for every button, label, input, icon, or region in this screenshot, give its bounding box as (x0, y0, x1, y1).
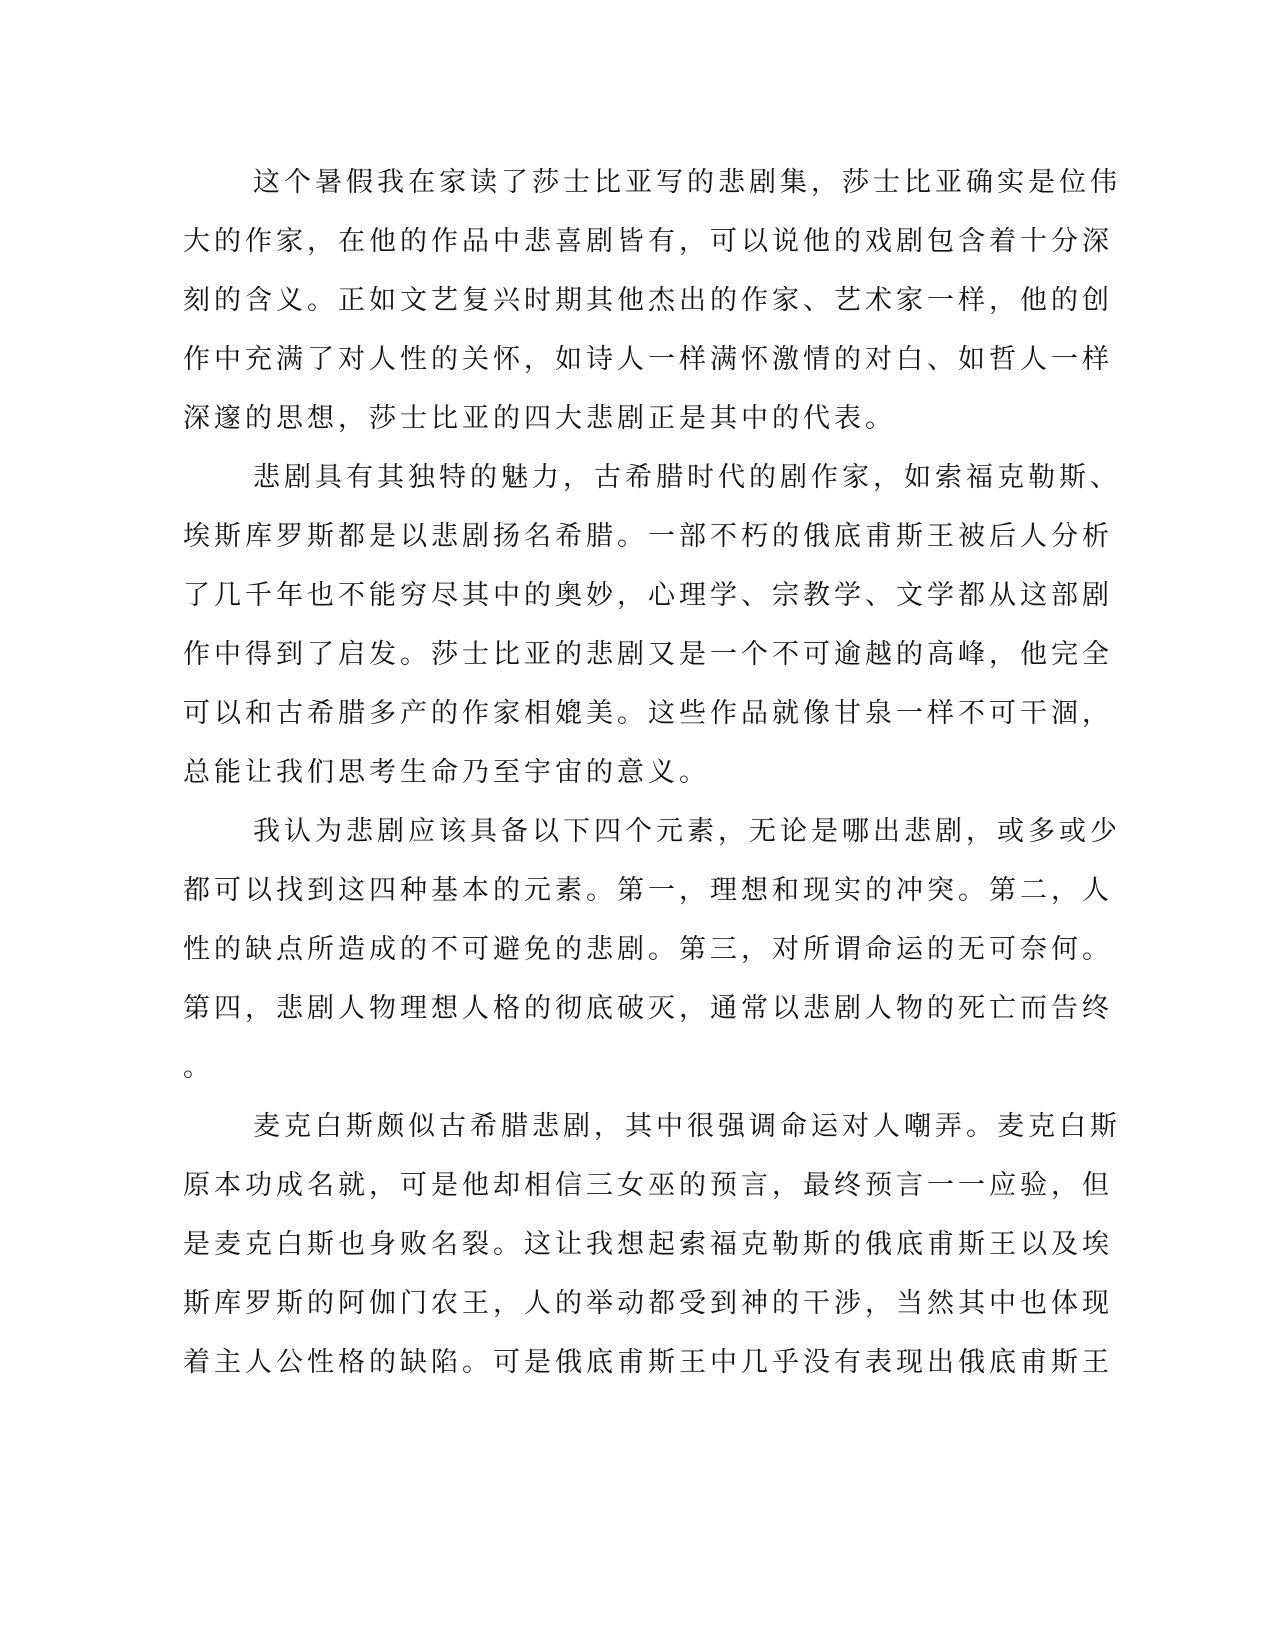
paragraph-4 (183, 1097, 1121, 1392)
text-line: 都可以找到这四种基本的元素。第一，理想和现实的冲突。第二，人 (183, 875, 1113, 906)
text-line: 总能让我们思考生命乃至宇宙的意义。 (183, 757, 710, 788)
text-line: 这个暑假我在家读了莎士比亚写的悲剧集，莎士比亚确实是位伟 (253, 167, 1121, 198)
paragraph-2 (183, 448, 1121, 802)
text-line: 原本功成名就，可是他却相信三女巫的预言，最终预言一一应验，但 (183, 1170, 1113, 1201)
text-line: 性的缺点所造成的不可避免的悲剧。第三，对所谓命运的无可奈何。 (183, 934, 1113, 965)
paragraph-1 (183, 153, 1121, 448)
text-line: 是麦克白斯也身败名裂。这让我想起索福克勒斯的俄底甫斯王以及埃 (183, 1229, 1113, 1260)
text-line: 我认为悲剧应该具备以下四个元素，无论是哪出悲剧，或多或少 (253, 816, 1121, 847)
text-line: 悲剧具有其独特的魅力，古希腊时代的剧作家，如索福克勒斯、 (253, 462, 1121, 493)
text-line: 第四，悲剧人物理想人格的彻底破灭，通常以悲剧人物的死亡而告终 (183, 993, 1113, 1024)
paragraph-3 (183, 802, 1121, 1097)
text-line: 了几千年也不能穷尽其中的奥妙，心理学、宗教学、文学都从这部剧 (183, 580, 1113, 611)
text-line: 大的作家，在他的作品中悲喜剧皆有，可以说他的戏剧包含着十分深 (183, 226, 1113, 257)
document-body (183, 153, 1121, 1392)
text-line: 可以和古希腊多产的作家相媲美。这些作品就像甘泉一样不可干涸， (183, 698, 1113, 729)
text-line: 麦克白斯颇似古希腊悲剧，其中很强调命运对人嘲弄。麦克白斯 (253, 1111, 1121, 1142)
text-line: 作中充满了对人性的关怀，如诗人一样满怀激情的对白、如哲人一样 (183, 344, 1113, 375)
text-line: 。 (183, 1052, 214, 1083)
text-line: 作中得到了启发。莎士比亚的悲剧又是一个不可逾越的高峰，他完全 (183, 639, 1113, 670)
text-line: 深邃的思想，莎士比亚的四大悲剧正是其中的代表。 (183, 403, 896, 434)
text-line: 刻的含义。正如文艺复兴时期其他杰出的作家、艺术家一样，他的创 (183, 285, 1113, 316)
text-line: 斯库罗斯的阿伽门农王，人的举动都受到神的干涉，当然其中也体现 (183, 1288, 1113, 1319)
text-line: 着主人公性格的缺陷。可是俄底甫斯王中几乎没有表现出俄底甫斯王 (183, 1347, 1113, 1378)
text-line: 埃斯库罗斯都是以悲剧扬名希腊。一部不朽的俄底甫斯王被后人分析 (183, 521, 1113, 552)
